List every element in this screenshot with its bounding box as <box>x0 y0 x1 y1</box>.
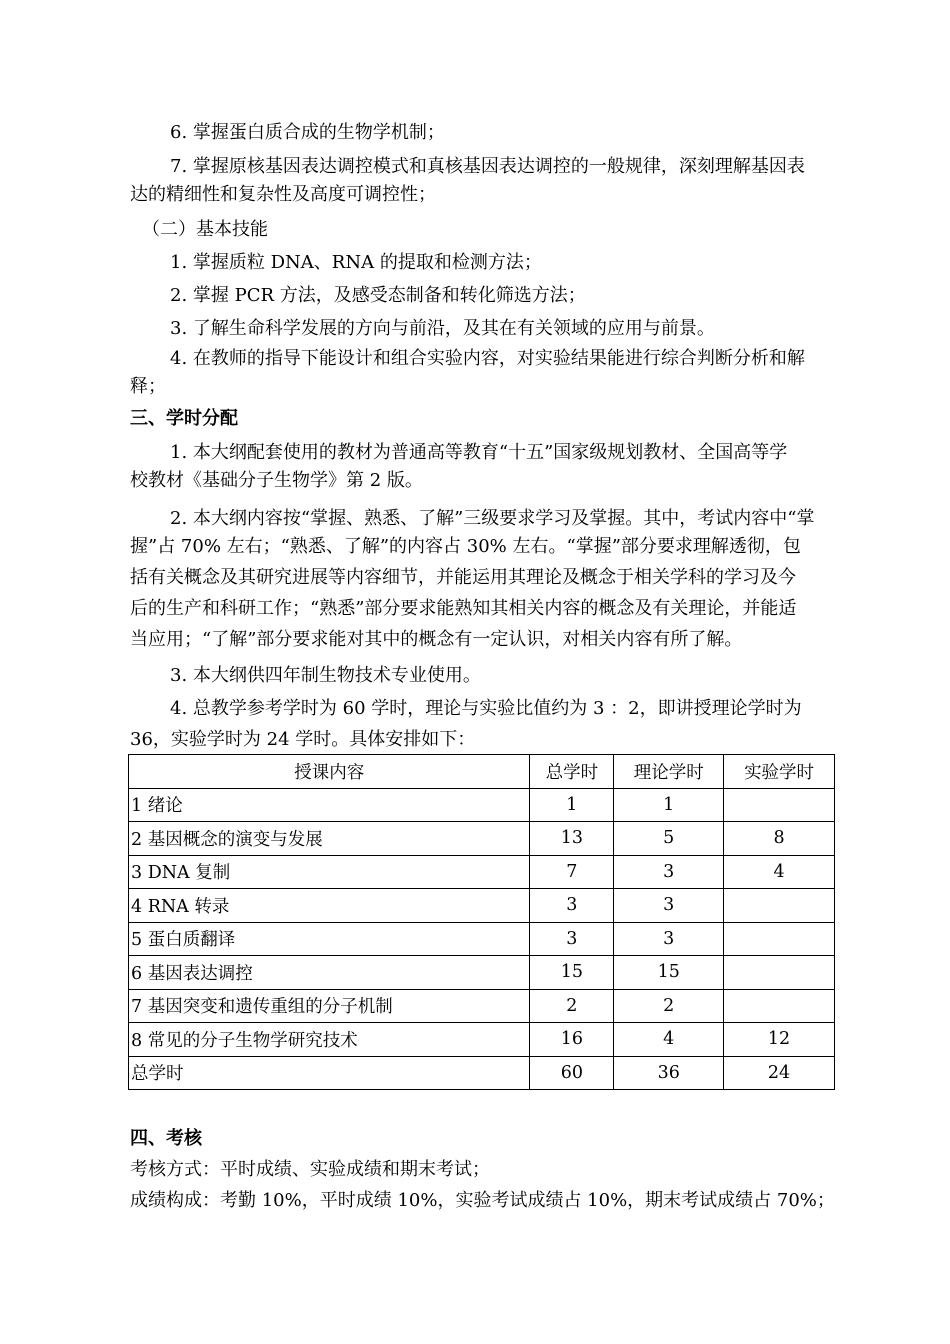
row-content: 总学时 <box>129 1056 530 1090</box>
header-content: 授课内容 <box>129 755 530 789</box>
header-total-hours: 总学时 <box>530 755 614 789</box>
section-3-heading: 三、学时分配 <box>130 408 238 429</box>
row-content: 3 DNA 复制 <box>129 855 530 889</box>
section-3-p2-line-1: 2. 本大纲内容按“掌握、熟悉、了解”三级要求学习及掌握。其中，考试内容中“掌 <box>170 508 815 529</box>
row-theory: 5 <box>614 822 724 856</box>
table-row <box>129 822 835 856</box>
row-total: 13 <box>530 822 614 856</box>
row-theory: 3 <box>614 922 724 956</box>
row-total: 16 <box>530 1023 614 1057</box>
row-lab <box>724 922 835 956</box>
row-theory: 3 <box>614 855 724 889</box>
row-lab: 4 <box>724 855 835 889</box>
table-row <box>129 855 835 889</box>
row-lab <box>724 956 835 990</box>
table-row <box>129 1023 835 1057</box>
table-row <box>129 889 835 923</box>
skill-item-4-line-1: 4. 在教师的指导下能设计和组合实验内容，对实验结果能进行综合判断分析和解 <box>170 348 805 369</box>
row-lab: 12 <box>724 1023 835 1057</box>
row-total: 15 <box>530 956 614 990</box>
objective-item-7-line-2: 达的精细性和复杂性及高度可调控性； <box>130 184 436 205</box>
skill-item-2: 2. 掌握 PCR 方法，及感受态制备和转化筛选方法； <box>170 285 586 306</box>
section-3-p4-line-2: 36，实验学时为 24 学时。具体安排如下： <box>130 729 476 750</box>
row-content: 4 RNA 转录 <box>129 889 530 923</box>
skill-item-1: 1. 掌握质粒 DNA、RNA 的提取和检测方法； <box>170 252 542 273</box>
row-theory: 4 <box>614 1023 724 1057</box>
skills-heading: （二）基本技能 <box>142 219 268 240</box>
assessment-method: 考核方式：平时成绩、实验成绩和期末考试； <box>130 1159 490 1180</box>
skill-item-4-line-2: 释； <box>130 376 166 397</box>
row-theory: 36 <box>614 1056 724 1090</box>
row-content: 6 基因表达调控 <box>129 956 530 990</box>
row-lab <box>724 788 835 822</box>
header-lab-hours: 实验学时 <box>724 755 835 789</box>
hours-table <box>128 754 835 1090</box>
table-total-row <box>129 1056 835 1090</box>
row-content: 2 基因概念的演变与发展 <box>129 822 530 856</box>
row-theory: 3 <box>614 889 724 923</box>
row-content: 7 基因突变和遗传重组的分子机制 <box>129 989 530 1023</box>
section-3-p2-line-3: 括有关概念及其研究进展等内容细节，并能运用其理论及概念于相关学科的学习及今 <box>130 567 796 588</box>
row-lab: 8 <box>724 822 835 856</box>
row-lab: 24 <box>724 1056 835 1090</box>
row-total: 60 <box>530 1056 614 1090</box>
row-theory: 2 <box>614 989 724 1023</box>
grade-composition: 成绩构成：考勤 10%，平时成绩 10%，实验考试成绩占 10%，期末考试成绩占 70%； <box>130 1190 835 1211</box>
table-row <box>129 788 835 822</box>
section-3-p2-line-4: 后的生产和科研工作；“熟悉”部分要求能熟知其相关内容的概念及有关理论，并能适 <box>130 598 797 619</box>
skill-item-3: 3. 了解生命科学发展的方向与前沿，及其在有关领域的应用与前景。 <box>170 318 715 339</box>
section-3-p1-line-1: 1. 本大纲配套使用的教材为普通高等教育“十五”国家级规划教材、全国高等学 <box>170 442 788 463</box>
section-3-p1-line-2: 校教材《基础分子生物学》第 2 版。 <box>130 470 423 491</box>
section-3-p4-line-1: 4. 总教学参考学时为 60 学时，理论与实验比值约为 3 ：2，即讲授理论学时为 <box>170 698 802 719</box>
header-theory-hours: 理论学时 <box>614 755 724 789</box>
row-total: 3 <box>530 889 614 923</box>
row-content: 8 常见的分子生物学研究技术 <box>129 1023 530 1057</box>
objective-item-6: 6. 掌握蛋白质合成的生物学机制； <box>170 122 445 143</box>
row-theory: 15 <box>614 956 724 990</box>
table-row <box>129 989 835 1023</box>
table-row <box>129 956 835 990</box>
row-lab <box>724 989 835 1023</box>
row-total: 1 <box>530 788 614 822</box>
objective-item-7-line-1: 7. 掌握原核基因表达调控模式和真核基因表达调控的一般规律，深刻理解基因表 <box>170 156 805 177</box>
table-row <box>129 922 835 956</box>
row-total: 3 <box>530 922 614 956</box>
row-theory: 1 <box>614 788 724 822</box>
row-total: 7 <box>530 855 614 889</box>
section-3-p2-line-5: 当应用；“了解”部分要求能对其中的概念有一定认识，对相关内容有所了解。 <box>130 629 743 650</box>
section-4-heading: 四、考核 <box>130 1128 202 1149</box>
row-lab <box>724 889 835 923</box>
row-total: 2 <box>530 989 614 1023</box>
row-content: 1 绪论 <box>129 788 530 822</box>
table-header-row <box>129 755 835 789</box>
section-3-p3: 3. 本大纲供四年制生物技术专业使用。 <box>170 665 481 686</box>
row-content: 5 蛋白质翻译 <box>129 922 530 956</box>
section-3-p2-line-2: 握”占 70% 左右；“熟悉、了解”的内容占 30% 左右。“掌握”部分要求理解透彻，包 <box>130 536 801 557</box>
